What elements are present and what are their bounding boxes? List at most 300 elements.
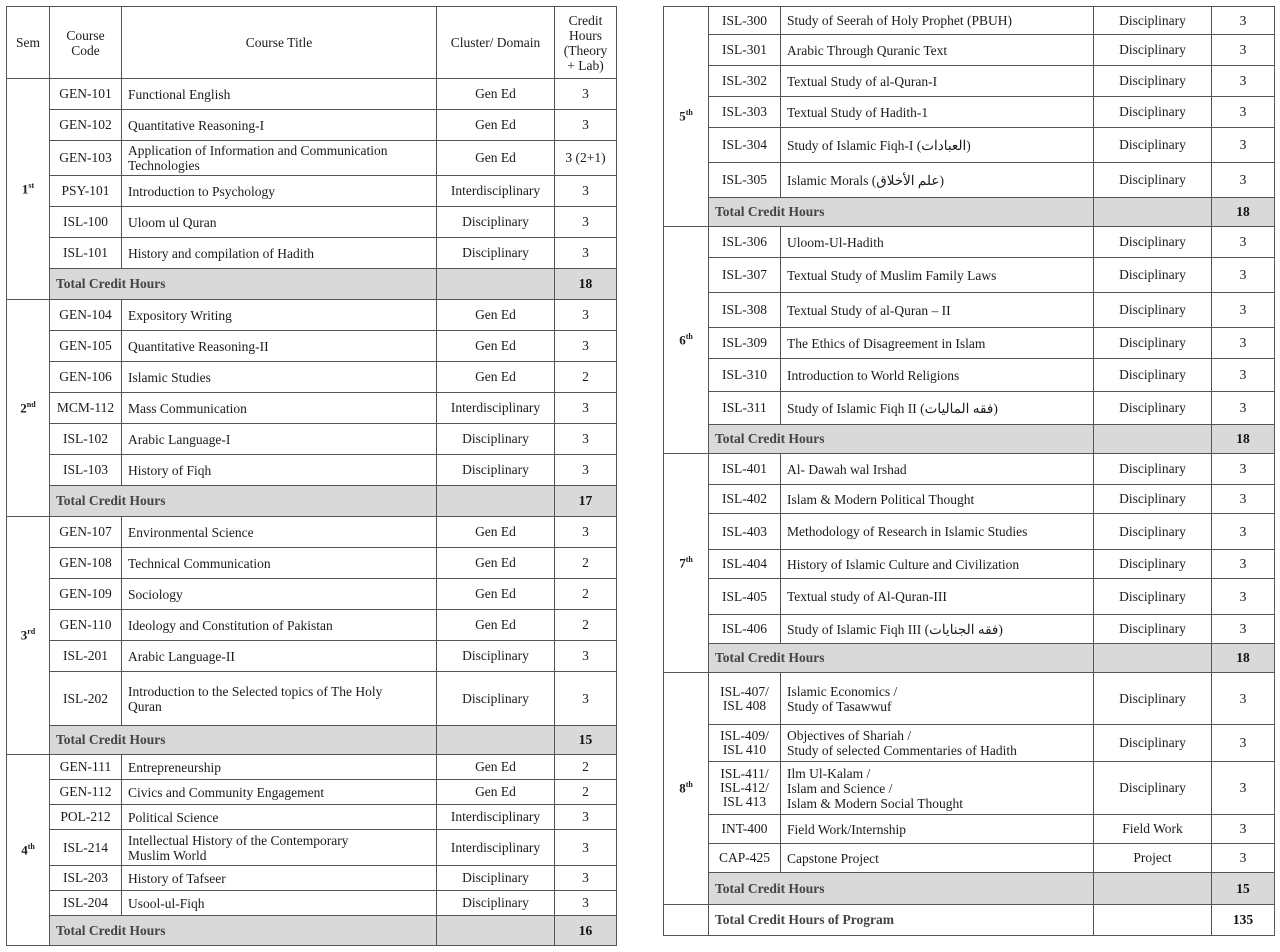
course-row <box>7 207 617 238</box>
course-credit-hours: 3 <box>555 110 617 141</box>
semester-number: 3 <box>20 627 28 643</box>
course-credit-hours: 3 <box>1212 762 1275 815</box>
course-code: ISL-308 <box>709 293 781 328</box>
course-credit-hours: 3 <box>1212 227 1275 258</box>
course-code: ISL-100 <box>50 207 122 238</box>
course-domain: Disciplinary <box>437 672 555 726</box>
course-credit-hours: 3 <box>1212 328 1275 359</box>
course-row <box>664 392 1275 425</box>
course-title: Objectives of Shariah / Study of selected Commentaries of Hadith <box>781 725 1094 762</box>
semester-number: 6 <box>679 332 686 348</box>
semester-total-row <box>7 269 617 300</box>
course-domain: Disciplinary <box>1094 35 1212 66</box>
course-title: History of Islamic Culture and Civilization <box>781 550 1094 579</box>
course-row <box>7 362 617 393</box>
course-domain: Disciplinary <box>1094 615 1212 644</box>
semester-ordinal-suffix: rd <box>27 627 36 637</box>
semester-total-row <box>7 726 617 755</box>
course-row <box>7 641 617 672</box>
course-domain: Disciplinary <box>437 424 555 455</box>
course-code: ISL-302 <box>709 66 781 97</box>
course-credit-hours: 3 <box>1212 359 1275 392</box>
course-domain: Field Work <box>1094 815 1212 844</box>
course-code: GEN-111 <box>50 755 122 780</box>
course-credit-hours: 3 <box>555 805 617 830</box>
course-row <box>7 176 617 207</box>
course-code: ISL-201 <box>50 641 122 672</box>
course-code: ISL-202 <box>50 672 122 726</box>
course-title: Mass Communication <box>122 393 437 424</box>
course-code: ISL-306 <box>709 227 781 258</box>
course-code: ISL-411/ ISL-412/ ISL 413 <box>709 762 781 815</box>
semester-label <box>7 300 50 517</box>
course-credit-hours: 3 <box>1212 579 1275 615</box>
course-domain: Disciplinary <box>1094 579 1212 615</box>
course-credit-hours: 3 <box>1212 844 1275 873</box>
course-code: PSY-101 <box>50 176 122 207</box>
semester-ordinal-suffix: st <box>28 180 35 190</box>
course-title: Quantitative Reasoning-II <box>122 331 437 362</box>
course-row <box>664 258 1275 293</box>
course-row <box>7 110 617 141</box>
course-domain: Disciplinary <box>1094 328 1212 359</box>
curriculum-table-left <box>6 6 617 946</box>
course-row <box>7 424 617 455</box>
course-domain: Interdisciplinary <box>437 176 555 207</box>
course-title: Textual study of Al-Quran-III <box>781 579 1094 615</box>
total-credit-hours-label: Total Credit Hours <box>50 269 437 300</box>
total-credit-hours-value: 15 <box>555 726 617 755</box>
course-row <box>664 97 1275 128</box>
course-credit-hours: 3 <box>555 176 617 207</box>
course-row <box>7 548 617 579</box>
course-domain: Gen Ed <box>437 141 555 176</box>
header-credit-hours: Credit Hours (Theory + Lab) <box>555 7 617 79</box>
course-row <box>7 300 617 331</box>
total-credit-hours-value: 17 <box>555 486 617 517</box>
course-row <box>7 672 617 726</box>
total-credit-hours-value: 15 <box>1212 873 1275 905</box>
course-domain: Interdisciplinary <box>437 805 555 830</box>
course-credit-hours: 3 <box>1212 615 1275 644</box>
course-code: MCM-112 <box>50 393 122 424</box>
course-title: Application of Information and Communication Technologies <box>122 141 437 176</box>
course-credit-hours: 3 <box>1212 454 1275 485</box>
semester-label <box>664 227 709 454</box>
course-credit-hours: 3 <box>1212 725 1275 762</box>
header-row <box>7 7 617 79</box>
course-domain: Disciplinary <box>1094 258 1212 293</box>
course-code: CAP-425 <box>709 844 781 873</box>
course-code: ISL-102 <box>50 424 122 455</box>
course-title: Introduction to World Religions <box>781 359 1094 392</box>
course-title: Political Science <box>122 805 437 830</box>
course-code: GEN-108 <box>50 548 122 579</box>
semester-ordinal-suffix: nd <box>26 399 36 409</box>
course-credit-hours: 3 <box>1212 392 1275 425</box>
course-code: ISL-101 <box>50 238 122 269</box>
course-title: Technical Communication <box>122 548 437 579</box>
course-row <box>7 891 617 916</box>
course-title: Uloom ul Quran <box>122 207 437 238</box>
course-credit-hours: 3 <box>555 300 617 331</box>
course-row <box>664 293 1275 328</box>
course-credit-hours: 3 <box>1212 550 1275 579</box>
course-credit-hours: 3 <box>1212 258 1275 293</box>
course-row <box>7 780 617 805</box>
course-title: Capstone Project <box>781 844 1094 873</box>
course-title: Ideology and Constitution of Pakistan <box>122 610 437 641</box>
semester-ordinal-suffix: th <box>27 841 35 851</box>
course-code: ISL-404 <box>709 550 781 579</box>
total-spacer <box>1094 198 1212 227</box>
course-row <box>664 227 1275 258</box>
course-code: ISL-103 <box>50 455 122 486</box>
course-domain: Disciplinary <box>1094 514 1212 550</box>
course-row <box>664 673 1275 725</box>
course-credit-hours: 3 <box>555 866 617 891</box>
course-title: Arabic Language-II <box>122 641 437 672</box>
course-domain: Disciplinary <box>1094 163 1212 198</box>
semester-total-row <box>7 916 617 946</box>
course-credit-hours: 3 <box>555 672 617 726</box>
total-spacer <box>1094 425 1212 454</box>
course-code: ISL-301 <box>709 35 781 66</box>
semester-number: 8 <box>679 780 686 796</box>
course-row <box>664 485 1275 514</box>
semester-label <box>664 454 709 673</box>
course-credit-hours: 3 <box>555 455 617 486</box>
course-domain: Disciplinary <box>1094 359 1212 392</box>
course-code: GEN-106 <box>50 362 122 393</box>
course-code: ISL-406 <box>709 615 781 644</box>
course-title: Sociology <box>122 579 437 610</box>
course-title: The Ethics of Disagreement in Islam <box>781 328 1094 359</box>
semester-total-row <box>664 425 1275 454</box>
course-row <box>7 141 617 176</box>
course-row <box>7 755 617 780</box>
course-code: GEN-109 <box>50 579 122 610</box>
course-title: Textual Study of Hadith-1 <box>781 97 1094 128</box>
course-domain: Disciplinary <box>1094 128 1212 163</box>
course-domain: Project <box>1094 844 1212 873</box>
course-title: Study of Seerah of Holy Prophet (PBUH) <box>781 7 1094 35</box>
course-domain: Gen Ed <box>437 780 555 805</box>
total-credit-hours-label: Total Credit Hours <box>50 726 437 755</box>
total-credit-hours-value: 18 <box>1212 425 1275 454</box>
course-credit-hours: 2 <box>555 610 617 641</box>
course-credit-hours: 3 <box>555 393 617 424</box>
course-domain: Disciplinary <box>1094 7 1212 35</box>
course-domain: Disciplinary <box>1094 392 1212 425</box>
semester-total-row <box>7 486 617 517</box>
course-code: INT-400 <box>709 815 781 844</box>
total-spacer <box>437 916 555 946</box>
course-title: History of Tafseer <box>122 866 437 891</box>
course-row <box>7 331 617 362</box>
course-domain: Gen Ed <box>437 517 555 548</box>
course-credit-hours: 3 <box>1212 293 1275 328</box>
total-credit-hours-value: 18 <box>1212 644 1275 673</box>
header-sem: Sem <box>7 7 50 79</box>
total-credit-hours-label: Total Credit Hours <box>709 425 1094 454</box>
course-code: ISL-407/ ISL 408 <box>709 673 781 725</box>
course-title: Islamic Economics / Study of Tasawwuf <box>781 673 1094 725</box>
course-code: ISL-310 <box>709 359 781 392</box>
course-row <box>7 455 617 486</box>
course-code: GEN-102 <box>50 110 122 141</box>
course-domain: Disciplinary <box>1094 762 1212 815</box>
course-title: Intellectual History of the Contemporary Muslim World <box>122 830 437 866</box>
course-domain: Gen Ed <box>437 110 555 141</box>
course-domain: Disciplinary <box>1094 66 1212 97</box>
course-domain: Disciplinary <box>1094 227 1212 258</box>
course-row <box>664 725 1275 762</box>
course-code: ISL-303 <box>709 97 781 128</box>
course-credit-hours: 2 <box>555 362 617 393</box>
course-row <box>664 844 1275 873</box>
total-spacer <box>1094 644 1212 673</box>
total-credit-hours-label: Total Credit Hours <box>50 486 437 517</box>
course-credit-hours: 2 <box>555 548 617 579</box>
course-row <box>664 7 1275 35</box>
total-credit-hours-label: Total Credit Hours <box>709 873 1094 905</box>
semester-label <box>7 755 50 946</box>
course-domain: Disciplinary <box>1094 550 1212 579</box>
course-row <box>664 550 1275 579</box>
course-credit-hours: 3 (2+1) <box>555 141 617 176</box>
curriculum-table-right <box>663 6 1275 936</box>
course-code: ISL-409/ ISL 410 <box>709 725 781 762</box>
course-credit-hours: 3 <box>1212 673 1275 725</box>
semester-ordinal-suffix: th <box>685 331 693 341</box>
course-code: ISL-307 <box>709 258 781 293</box>
course-domain: Disciplinary <box>437 641 555 672</box>
program-total-label: Total Credit Hours of Program <box>709 905 1094 936</box>
course-code: ISL-304 <box>709 128 781 163</box>
course-domain: Gen Ed <box>437 300 555 331</box>
course-title: Functional English <box>122 79 437 110</box>
header-course-code: Course Code <box>50 7 122 79</box>
course-domain: Gen Ed <box>437 610 555 641</box>
course-row <box>664 328 1275 359</box>
course-domain: Disciplinary <box>1094 485 1212 514</box>
total-spacer <box>437 726 555 755</box>
course-credit-hours: 3 <box>1212 163 1275 198</box>
course-code: ISL-309 <box>709 328 781 359</box>
course-row <box>664 514 1275 550</box>
course-title: Textual Study of al-Quran – II <box>781 293 1094 328</box>
course-credit-hours: 3 <box>555 517 617 548</box>
course-domain: Gen Ed <box>437 548 555 579</box>
course-title: Introduction to Psychology <box>122 176 437 207</box>
course-row <box>7 610 617 641</box>
program-total-spacer <box>1094 905 1212 936</box>
program-total-sem-spacer <box>664 905 709 936</box>
course-row <box>664 66 1275 97</box>
course-credit-hours: 3 <box>555 891 617 916</box>
total-spacer <box>1094 873 1212 905</box>
course-credit-hours: 3 <box>1212 485 1275 514</box>
course-row <box>664 359 1275 392</box>
course-domain: Disciplinary <box>1094 97 1212 128</box>
course-row <box>664 762 1275 815</box>
course-domain: Disciplinary <box>437 891 555 916</box>
semester-label <box>664 673 709 905</box>
course-title: Arabic Language-I <box>122 424 437 455</box>
course-title: Study of Islamic Fiqh III (فقه الجنايات) <box>781 615 1094 644</box>
course-code: GEN-104 <box>50 300 122 331</box>
course-credit-hours: 3 <box>555 207 617 238</box>
course-credit-hours: 3 <box>555 830 617 866</box>
course-row <box>664 128 1275 163</box>
semester-number: 2 <box>20 400 27 416</box>
course-title: Field Work/Internship <box>781 815 1094 844</box>
semester-label <box>7 517 50 755</box>
course-code: POL-212 <box>50 805 122 830</box>
course-title: Arabic Through Quranic Text <box>781 35 1094 66</box>
course-row <box>664 35 1275 66</box>
course-domain: Gen Ed <box>437 362 555 393</box>
course-domain: Gen Ed <box>437 579 555 610</box>
course-row <box>7 579 617 610</box>
header-domain: Cluster/ Domain <box>437 7 555 79</box>
course-credit-hours: 3 <box>1212 514 1275 550</box>
course-credit-hours: 3 <box>1212 815 1275 844</box>
course-code: GEN-112 <box>50 780 122 805</box>
course-domain: Disciplinary <box>1094 673 1212 725</box>
course-code: ISL-401 <box>709 454 781 485</box>
course-code: ISL-405 <box>709 579 781 615</box>
total-credit-hours-value: 18 <box>1212 198 1275 227</box>
course-credit-hours: 3 <box>555 238 617 269</box>
semester-total-row <box>664 198 1275 227</box>
course-title: Entrepreneurship <box>122 755 437 780</box>
course-row <box>664 454 1275 485</box>
course-domain: Interdisciplinary <box>437 830 555 866</box>
course-credit-hours: 3 <box>555 79 617 110</box>
course-row <box>7 393 617 424</box>
course-credit-hours: 3 <box>555 331 617 362</box>
course-credit-hours: 2 <box>555 755 617 780</box>
course-title: Islam & Modern Political Thought <box>781 485 1094 514</box>
course-row <box>7 238 617 269</box>
course-title: Environmental Science <box>122 517 437 548</box>
program-total-value: 135 <box>1212 905 1275 936</box>
semester-label <box>664 7 709 227</box>
course-title: Uloom-Ul-Hadith <box>781 227 1094 258</box>
course-domain: Gen Ed <box>437 79 555 110</box>
course-domain: Disciplinary <box>1094 293 1212 328</box>
course-title: Introduction to the Selected topics of The Holy Quran <box>122 672 437 726</box>
course-title: Usool-ul-Fiqh <box>122 891 437 916</box>
course-credit-hours: 3 <box>1212 35 1275 66</box>
semester-total-row <box>664 644 1275 673</box>
total-credit-hours-label: Total Credit Hours <box>709 198 1094 227</box>
header-course-title: Course Title <box>122 7 437 79</box>
course-domain: Disciplinary <box>1094 725 1212 762</box>
course-title: Expository Writing <box>122 300 437 331</box>
course-title: Methodology of Research in Islamic Studies <box>781 514 1094 550</box>
course-credit-hours: 3 <box>1212 128 1275 163</box>
course-code: ISL-305 <box>709 163 781 198</box>
total-credit-hours-value: 18 <box>555 269 617 300</box>
course-title: History of Fiqh <box>122 455 437 486</box>
course-title: Quantitative Reasoning-I <box>122 110 437 141</box>
total-credit-hours-label: Total Credit Hours <box>709 644 1094 673</box>
course-row <box>7 517 617 548</box>
semester-ordinal-suffix: th <box>685 108 693 118</box>
course-title: Textual Study of al-Quran-I <box>781 66 1094 97</box>
semester-ordinal-suffix: th <box>685 780 693 790</box>
course-domain: Gen Ed <box>437 755 555 780</box>
course-title: Islamic Morals (علم الأخلاق) <box>781 163 1094 198</box>
course-code: ISL-311 <box>709 392 781 425</box>
semester-total-row <box>664 873 1275 905</box>
course-code: ISL-402 <box>709 485 781 514</box>
course-title: Civics and Community Engagement <box>122 780 437 805</box>
course-code: ISL-203 <box>50 866 122 891</box>
total-credit-hours-value: 16 <box>555 916 617 946</box>
course-row <box>664 163 1275 198</box>
course-credit-hours: 3 <box>1212 66 1275 97</box>
course-code: ISL-300 <box>709 7 781 35</box>
course-title: Islamic Studies <box>122 362 437 393</box>
course-code: GEN-101 <box>50 79 122 110</box>
semester-number: 5 <box>679 108 686 124</box>
course-credit-hours: 3 <box>555 424 617 455</box>
course-code: ISL-214 <box>50 830 122 866</box>
semester-number: 4 <box>21 842 28 858</box>
course-code: GEN-110 <box>50 610 122 641</box>
course-domain: Interdisciplinary <box>437 393 555 424</box>
course-code: ISL-204 <box>50 891 122 916</box>
course-title: Al- Dawah wal Irshad <box>781 454 1094 485</box>
course-row <box>7 79 617 110</box>
course-domain: Disciplinary <box>437 455 555 486</box>
semester-number: 1 <box>21 181 29 197</box>
course-title: History and compilation of Hadith <box>122 238 437 269</box>
semester-ordinal-suffix: th <box>685 554 693 564</box>
course-row <box>7 830 617 866</box>
course-title: Study of Islamic Fiqh II (فقه الماليات) <box>781 392 1094 425</box>
semester-number: 7 <box>679 555 686 571</box>
course-title: Textual Study of Muslim Family Laws <box>781 258 1094 293</box>
course-code: GEN-107 <box>50 517 122 548</box>
course-domain: Disciplinary <box>437 207 555 238</box>
total-spacer <box>437 269 555 300</box>
course-credit-hours: 3 <box>1212 7 1275 35</box>
course-code: ISL-403 <box>709 514 781 550</box>
course-credit-hours: 3 <box>1212 97 1275 128</box>
course-credit-hours: 3 <box>555 641 617 672</box>
semester-label <box>7 79 50 300</box>
course-domain: Gen Ed <box>437 331 555 362</box>
course-domain: Disciplinary <box>437 238 555 269</box>
course-domain: Disciplinary <box>437 866 555 891</box>
course-domain: Disciplinary <box>1094 454 1212 485</box>
total-credit-hours-label: Total Credit Hours <box>50 916 437 946</box>
course-row <box>664 815 1275 844</box>
course-code: GEN-103 <box>50 141 122 176</box>
course-credit-hours: 2 <box>555 780 617 805</box>
course-credit-hours: 2 <box>555 579 617 610</box>
total-spacer <box>437 486 555 517</box>
course-code: GEN-105 <box>50 331 122 362</box>
course-row <box>7 805 617 830</box>
course-row <box>664 615 1275 644</box>
course-row <box>7 866 617 891</box>
